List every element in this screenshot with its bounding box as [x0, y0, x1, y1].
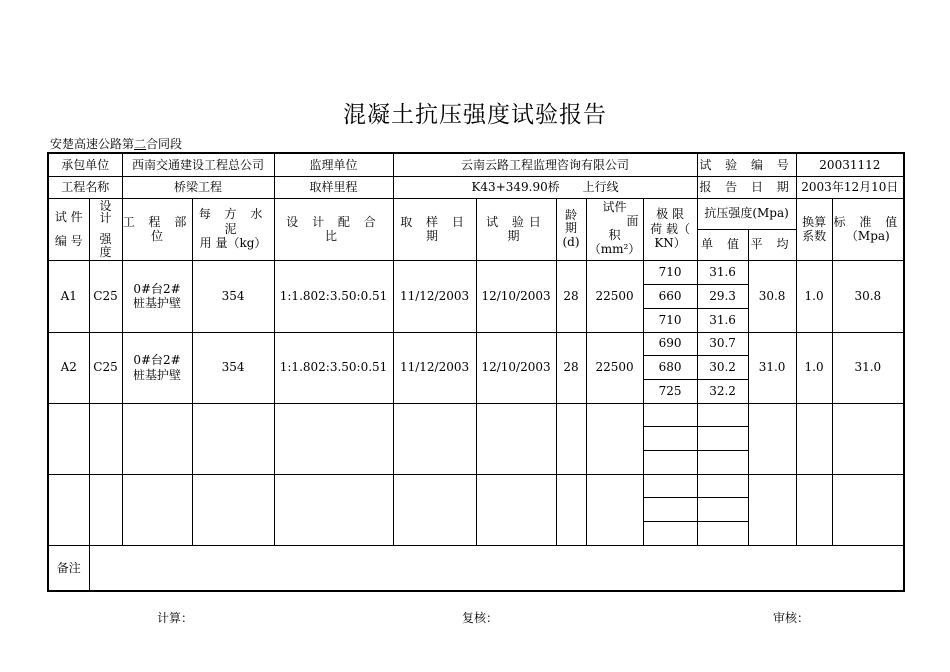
test-no-value: 20031112: [796, 153, 904, 176]
header-strength: 抗压强度(Mpa): [697, 198, 796, 229]
row-a1-cement: 354: [192, 260, 274, 332]
row-a1-grade: C25: [89, 260, 122, 332]
footer-review: 复核：: [462, 611, 499, 625]
empty-cell: [89, 474, 122, 545]
header-sample-date: 取 样 日 期: [393, 198, 476, 260]
header-mix: 设 计 配 合 比: [274, 198, 393, 260]
supervisor-label: 监理单位: [274, 153, 393, 176]
empty-cell: [796, 474, 832, 545]
row-a2-no: A2: [48, 332, 89, 403]
row-a2-coef: 1.0: [796, 332, 832, 403]
contractor-label: 承包单位: [48, 153, 122, 176]
empty-cell: [122, 474, 192, 545]
row-a2-grade: C25: [89, 332, 122, 403]
row-a1-std: 30.8: [832, 260, 904, 332]
section-number: 二: [134, 137, 147, 151]
row-a1-load-2: 660: [643, 284, 697, 308]
report-table: [47, 152, 905, 592]
row-a1-load-1: 710: [643, 260, 697, 284]
row-a1-test-date: 12/10/2003: [476, 260, 556, 332]
row-a1-single-1: 31.6: [697, 260, 748, 284]
empty-cell: [122, 403, 192, 474]
empty-cell: [697, 521, 748, 545]
empty-cell: [586, 403, 643, 474]
empty-cell: [697, 403, 748, 426]
empty-cell: [796, 403, 832, 474]
row-a1-sample-date: 11/12/2003: [393, 260, 476, 332]
remark-value: [89, 545, 904, 591]
empty-cell: [476, 474, 556, 545]
empty-cell: [586, 474, 643, 545]
section-prefix: 安楚高速公路第: [50, 137, 135, 151]
remark-label: 备注: [48, 545, 89, 591]
header-avg: 平 均: [748, 229, 796, 260]
empty-cell: [697, 450, 748, 474]
row-a2-cement: 354: [192, 332, 274, 403]
row-a2-mix: 1:1.802:3.50:0.51: [274, 332, 393, 403]
empty-cell: [393, 474, 476, 545]
row-a1-mix: 1:1.802:3.50:0.51: [274, 260, 393, 332]
row-a2-test-date: 12/10/2003: [476, 332, 556, 403]
empty-cell: [476, 403, 556, 474]
empty-cell: [393, 403, 476, 474]
header-design-strength: 设 计 强 度: [89, 198, 122, 260]
mileage-label: 取样里程: [274, 176, 393, 198]
empty-cell: [643, 403, 697, 426]
row-a2-std: 31.0: [832, 332, 904, 403]
header-coef: 换算 系数: [796, 198, 832, 260]
row-a2-load-1: 690: [643, 332, 697, 355]
test-no-label: 试 验 编 号: [697, 153, 796, 176]
row-a2-load-2: 680: [643, 355, 697, 379]
row-a2-single-1: 30.7: [697, 332, 748, 355]
header-single: 单 值: [697, 229, 748, 260]
empty-cell: [556, 474, 586, 545]
empty-cell: [697, 426, 748, 450]
header-load: 极 限 荷 载（ KN）: [643, 198, 697, 260]
header-specimen-no: 试 件 编 号: [48, 198, 89, 260]
empty-cell: [643, 497, 697, 521]
row-a1-avg: 30.8: [748, 260, 796, 332]
footer-calc: 计算：: [157, 611, 194, 625]
row-a2-single-3: 32.2: [697, 379, 748, 403]
report-date-value: 2003年12月10日: [796, 176, 904, 198]
row-a2-load-3: 725: [643, 379, 697, 403]
empty-cell: [697, 474, 748, 497]
page-title: 混凝土抗压强度试验报告: [343, 102, 607, 128]
empty-cell: [832, 474, 904, 545]
footer-audit: 审核：: [773, 611, 810, 625]
empty-cell: [89, 403, 122, 474]
row-a1-load-3: 710: [643, 308, 697, 332]
empty-cell: [274, 474, 393, 545]
row-a2-area: 22500: [586, 332, 643, 403]
empty-cell: [48, 403, 89, 474]
empty-cell: [48, 474, 89, 545]
contractor-value: 西南交通建设工程总公司: [122, 153, 274, 176]
report-date-label: 报 告 日 期: [697, 176, 796, 198]
empty-cell: [697, 497, 748, 521]
header-cement: 每 方 水 泥 用 量（kg）: [192, 198, 274, 260]
project-value: 桥梁工程: [122, 176, 274, 198]
empty-cell: [643, 521, 697, 545]
row-a1-age: 28: [556, 260, 586, 332]
row-a1-location: 0#台2#桩基护壁: [122, 260, 192, 332]
row-a1-single-2: 29.3: [697, 284, 748, 308]
header-area: 试件 面 积 （mm²）: [586, 198, 643, 260]
section-suffix: 合同段: [146, 137, 183, 151]
header-test-date: 试 验日 期: [476, 198, 556, 260]
row-a2-single-2: 30.2: [697, 355, 748, 379]
header-age: 龄 期 (d): [556, 198, 586, 260]
header-std: 标 准 值 （Mpa): [832, 198, 904, 260]
empty-cell: [832, 403, 904, 474]
empty-cell: [192, 474, 274, 545]
mileage-value: K43+349.90桥 上行线: [393, 176, 697, 198]
row-a2-sample-date: 11/12/2003: [393, 332, 476, 403]
empty-cell: [643, 474, 697, 497]
empty-cell: [643, 426, 697, 450]
header-location: 工 程 部 位: [122, 198, 192, 260]
empty-cell: [748, 474, 796, 545]
row-a2-age: 28: [556, 332, 586, 403]
empty-cell: [192, 403, 274, 474]
row-a2-avg: 31.0: [748, 332, 796, 403]
row-a1-area: 22500: [586, 260, 643, 332]
empty-cell: [274, 403, 393, 474]
row-a1-single-3: 31.6: [697, 308, 748, 332]
project-label: 工程名称: [48, 176, 122, 198]
empty-cell: [556, 403, 586, 474]
supervisor-value: 云南云路工程监理咨询有限公司: [393, 153, 697, 176]
empty-cell: [643, 450, 697, 474]
row-a1-coef: 1.0: [796, 260, 832, 332]
section-label: [50, 135, 182, 152]
empty-cell: [748, 403, 796, 474]
row-a2-location: 0#台2#桩基护壁: [122, 332, 192, 403]
row-a1-no: A1: [48, 260, 89, 332]
